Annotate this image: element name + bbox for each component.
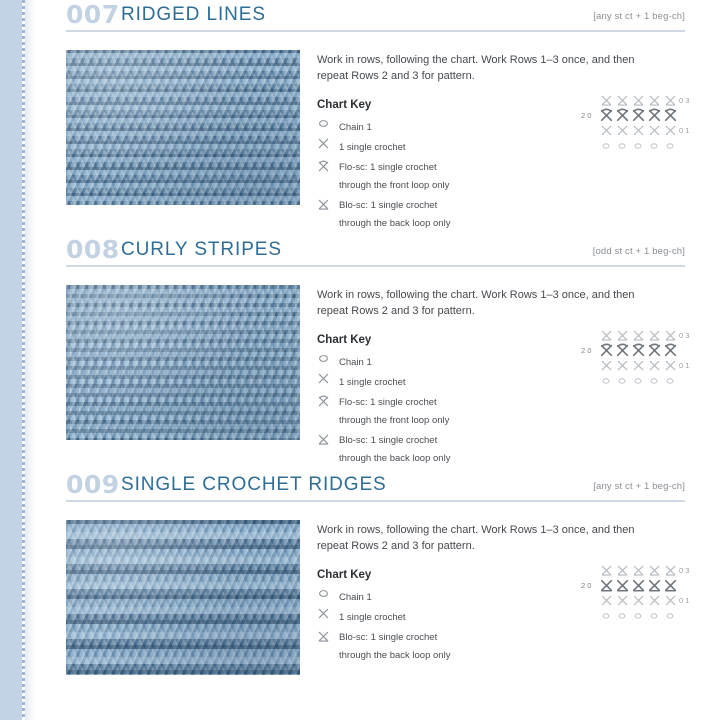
chart-key-label: Chain 1 xyxy=(339,592,372,603)
chart-symbol xyxy=(631,563,645,578)
chart-symbol xyxy=(599,563,613,578)
chart-row-label-right: 0 1 xyxy=(679,596,690,605)
chart-symbol xyxy=(631,578,645,593)
chart-symbol xyxy=(663,123,677,138)
front-loop-single-crochet-icon xyxy=(317,160,333,175)
pattern-instructions: Work in rows, following the chart. Work Rows 1–3 once, and then repeat Rows 2 and 3 for pattern. xyxy=(317,54,635,82)
chart-key-label: Chain 1 xyxy=(339,357,372,368)
chart-symbol xyxy=(647,123,661,138)
chart-symbol xyxy=(647,108,661,123)
chart-symbol xyxy=(631,138,645,153)
pattern-number: 007 xyxy=(66,0,120,29)
chart-symbol xyxy=(647,138,661,153)
pattern-section xyxy=(35,235,720,464)
chart-symbol xyxy=(647,358,661,373)
chart-key-label: 1 single crochet xyxy=(339,377,406,388)
stitch-count-note: [any st ct + 1 beg-ch] xyxy=(593,11,685,22)
chart-symbol xyxy=(615,358,629,373)
pattern-header xyxy=(35,235,720,267)
swatch-texture xyxy=(66,285,300,440)
chart-row xyxy=(575,123,695,138)
chart-key-item xyxy=(317,392,657,428)
chart-symbol xyxy=(663,108,677,123)
chart-key-title: Chart Key xyxy=(317,99,372,111)
chart-row xyxy=(575,138,695,153)
chart-key-label: Blo-sc: 1 single crochet xyxy=(339,435,438,446)
chart-key-label: Chain 1 xyxy=(339,122,372,133)
chart-key-label-line2: through the front loop only xyxy=(339,415,450,426)
chart-symbol xyxy=(647,328,661,343)
chart-row-label-right: 0 3 xyxy=(679,566,690,575)
back-loop-single-crochet-icon xyxy=(317,630,333,645)
swatch-texture xyxy=(66,520,300,675)
pattern-number: 009 xyxy=(66,470,120,499)
chart-row-label-left: 2 0 xyxy=(581,346,592,355)
chart-symbol xyxy=(615,343,629,358)
single-crochet-icon xyxy=(317,607,333,622)
page-edge-strip xyxy=(0,0,22,720)
chart-symbol xyxy=(631,108,645,123)
pattern-title: SINGLE CROCHET RIDGES xyxy=(121,474,387,495)
chart-symbol xyxy=(615,123,629,138)
chart-symbol xyxy=(615,593,629,608)
chart-row-label-left: 2 0 xyxy=(581,111,592,120)
chart-symbol xyxy=(631,328,645,343)
chart-key-title: Chart Key xyxy=(317,334,372,346)
chart-symbol xyxy=(663,563,677,578)
chart-symbol xyxy=(647,343,661,358)
page-content xyxy=(35,0,720,720)
chart-row xyxy=(575,608,695,623)
chart-row-symbols xyxy=(599,123,677,138)
chart-symbol xyxy=(599,593,613,608)
single-crochet-icon xyxy=(317,372,333,387)
chart-symbol xyxy=(647,563,661,578)
chart-row xyxy=(575,593,695,608)
chart-key-title: Chart Key xyxy=(317,569,372,581)
chart-symbol xyxy=(631,373,645,388)
chart-symbol xyxy=(615,108,629,123)
chart-row-symbols xyxy=(599,108,677,123)
chart-symbol xyxy=(615,93,629,108)
chart-symbol xyxy=(663,93,677,108)
chart-row xyxy=(575,328,695,343)
chart-row-symbols xyxy=(599,578,677,593)
chain-stitch-icon xyxy=(317,587,333,602)
header-divider xyxy=(66,500,685,502)
stitch-swatch-photo xyxy=(66,50,300,205)
pattern-header xyxy=(35,470,720,502)
chart-key-item xyxy=(317,195,657,231)
chart-row-label-right: 0 1 xyxy=(679,126,690,135)
chart-row-symbols xyxy=(599,563,677,578)
chart-symbol xyxy=(647,93,661,108)
chart-key-item xyxy=(317,627,657,663)
chart-symbol xyxy=(647,578,661,593)
chart-symbol xyxy=(615,138,629,153)
chart-key-item xyxy=(317,157,657,193)
single-crochet-icon xyxy=(317,137,333,152)
chart-row-label-right: 0 1 xyxy=(679,361,690,370)
back-loop-single-crochet-icon xyxy=(317,198,333,213)
chart-symbol xyxy=(599,578,613,593)
pattern-section xyxy=(35,0,720,229)
stitch-chart-diagram xyxy=(575,93,695,155)
chart-symbol xyxy=(599,93,613,108)
chart-symbol xyxy=(663,578,677,593)
chart-symbol xyxy=(599,328,613,343)
chart-key-label: Flo-sc: 1 single crochet xyxy=(339,162,437,173)
chart-symbol xyxy=(663,138,677,153)
chart-symbol xyxy=(631,358,645,373)
chart-row xyxy=(575,578,695,593)
chart-symbol xyxy=(599,138,613,153)
chart-row-label-right: 0 3 xyxy=(679,96,690,105)
chart-symbol xyxy=(631,593,645,608)
chart-row-symbols xyxy=(599,93,677,108)
chart-key-label-line2: through the back loop only xyxy=(339,218,451,229)
chart-key-label: 1 single crochet xyxy=(339,612,406,623)
chart-row-symbols xyxy=(599,593,677,608)
header-divider xyxy=(66,265,685,267)
back-loop-single-crochet-icon xyxy=(317,433,333,448)
chart-row-symbols xyxy=(599,608,677,623)
chart-row xyxy=(575,108,695,123)
page-gutter-shadow xyxy=(25,0,35,720)
chart-row-label-right: 0 3 xyxy=(679,331,690,340)
chart-key-label: Flo-sc: 1 single crochet xyxy=(339,397,437,408)
chart-row xyxy=(575,373,695,388)
stitch-swatch-photo xyxy=(66,285,300,440)
chart-symbol xyxy=(663,593,677,608)
chart-symbol xyxy=(647,373,661,388)
stitch-chart-diagram xyxy=(575,563,695,625)
chart-symbol xyxy=(599,608,613,623)
header-divider xyxy=(66,30,685,32)
front-loop-single-crochet-icon xyxy=(317,395,333,410)
chart-symbol xyxy=(631,93,645,108)
chart-symbol xyxy=(615,373,629,388)
chart-symbol xyxy=(599,343,613,358)
chart-key-item xyxy=(317,430,657,466)
chart-row xyxy=(575,358,695,373)
chart-row-symbols xyxy=(599,138,677,153)
chart-key-label: Blo-sc: 1 single crochet xyxy=(339,200,438,211)
pattern-instructions: Work in rows, following the chart. Work Rows 1–3 once, and then repeat Rows 2 and 3 for pattern. xyxy=(317,524,635,552)
chart-symbol xyxy=(647,608,661,623)
pattern-title: RIDGED LINES xyxy=(121,4,266,25)
chart-symbol xyxy=(599,108,613,123)
pattern-title: CURLY STRIPES xyxy=(121,239,282,260)
swatch-texture xyxy=(66,50,300,205)
chart-row-symbols xyxy=(599,373,677,388)
chart-symbol xyxy=(647,593,661,608)
chart-symbol xyxy=(631,343,645,358)
chart-row-symbols xyxy=(599,328,677,343)
chart-symbol xyxy=(599,358,613,373)
chain-stitch-icon xyxy=(317,352,333,367)
chart-row xyxy=(575,563,695,578)
chart-symbol xyxy=(599,373,613,388)
chart-row-symbols xyxy=(599,358,677,373)
chart-symbol xyxy=(663,358,677,373)
pattern-header xyxy=(35,0,720,32)
chart-row xyxy=(575,93,695,108)
chart-symbol xyxy=(615,578,629,593)
chart-key-label-line2: through the front loop only xyxy=(339,180,450,191)
chart-symbol xyxy=(615,563,629,578)
chart-row xyxy=(575,343,695,358)
pattern-number: 008 xyxy=(66,235,120,264)
chart-key-label-line2: through the back loop only xyxy=(339,453,451,464)
pattern-section xyxy=(35,470,720,661)
chain-stitch-icon xyxy=(317,117,333,132)
chart-symbol xyxy=(663,343,677,358)
chart-symbol xyxy=(599,123,613,138)
chart-symbol xyxy=(631,608,645,623)
chart-symbol xyxy=(663,328,677,343)
stitch-count-note: [any st ct + 1 beg-ch] xyxy=(593,481,685,492)
chart-symbol xyxy=(615,328,629,343)
chart-key-label-line2: through the back loop only xyxy=(339,650,451,661)
chart-row-symbols xyxy=(599,343,677,358)
chart-symbol xyxy=(631,123,645,138)
chart-key-label: Blo-sc: 1 single crochet xyxy=(339,632,438,643)
chart-key-label: 1 single crochet xyxy=(339,142,406,153)
stitch-swatch-photo xyxy=(66,520,300,675)
chart-symbol xyxy=(663,373,677,388)
chart-row-label-left: 2 0 xyxy=(581,581,592,590)
chart-symbol xyxy=(663,608,677,623)
stitch-count-note: [odd st ct + 1 beg-ch] xyxy=(592,246,685,257)
stitch-chart-diagram xyxy=(575,328,695,390)
pattern-instructions: Work in rows, following the chart. Work Rows 1–3 once, and then repeat Rows 2 and 3 for pattern. xyxy=(317,289,635,317)
chart-symbol xyxy=(615,608,629,623)
